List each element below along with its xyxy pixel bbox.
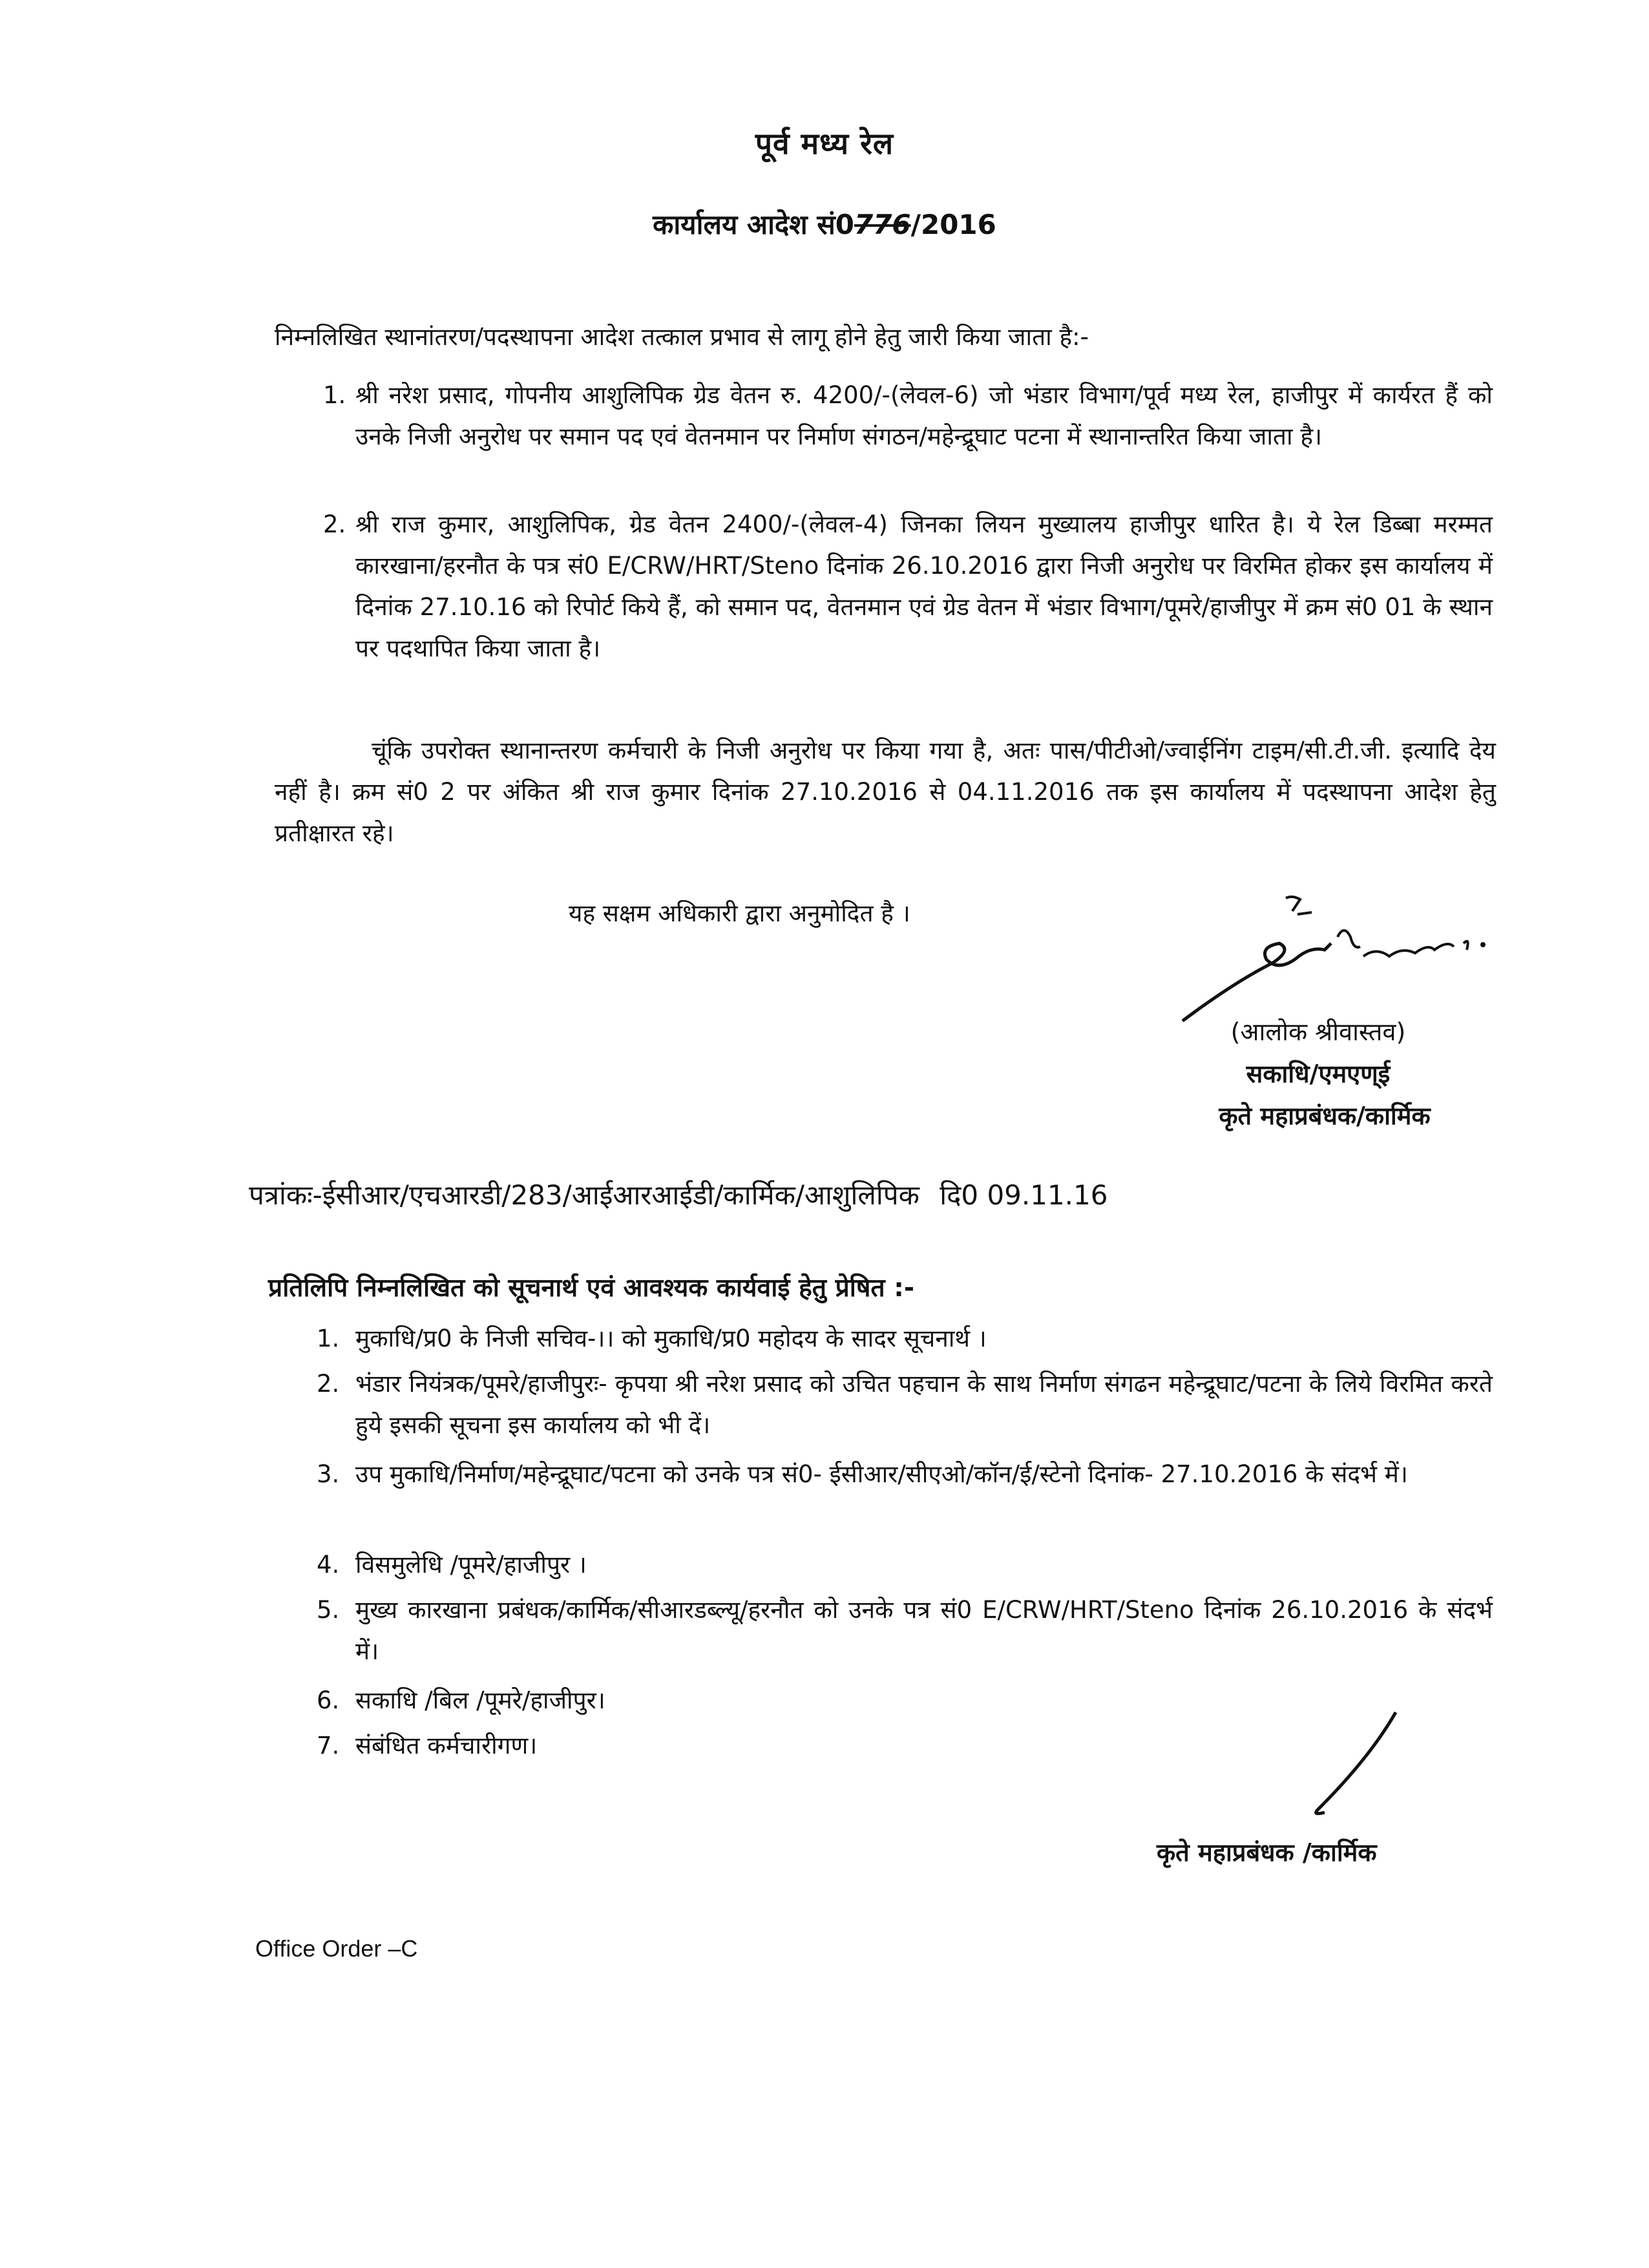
signatory-for-line: कृते महाप्रबंधक/कार्मिक xyxy=(1219,1102,1431,1130)
item-number: 2. xyxy=(323,510,346,538)
order-number: 776 xyxy=(854,209,911,240)
cc-heading: प्रतिलिपि निम्नलिखित को सूचनार्थ एवं आवश्यक कार्यवाई हेतु प्रेषित :- xyxy=(268,1274,915,1303)
transfer-item-2 xyxy=(323,504,1493,669)
item-text: श्री राज कुमार, आशुलिपिक, ग्रेड वेतन 2400/-(लेवल-4) जिनका लियन मुख्यालय हाजीपुर धारित है। ये रेल डिब्बा मरम्मत कारखाना/हरनौत के पत्र सं0 E/CRW/HRT/Steno दिनांक 26.10.2016 द्वारा निजी अनुरोध पर विरमित होकर इस कार्यालय में दिनांक 27.10.16 को रिपोर्ट किये हैं, को समान पद, वेतनमान एवं ग्रेड वेतन में भंडार विभाग/पूमरे/हाजीपुर में क्रम सं0 01 के स्थान पर पदथापित किया जाता है। xyxy=(355,510,1493,662)
cc-item-text: भंडार नियंत्रक/पूमरे/हाजीपुरः- कृपया श्री नरेश प्रसाद को उचित पहचान के साथ निर्माण संगढन महेन्द्रूघाट/पटना के लिये विरमित करते हुये इसकी सूचना इस कार्यालय को भी दें। xyxy=(355,1370,1493,1439)
reference-text: पत्रांकः-ईसीआर/एचआरडी/283/आईआरआईडी/कार्मिक/आशुलिपिक xyxy=(249,1179,919,1211)
signatory-name: (आलोक श्रीवास्तव) xyxy=(1230,1018,1406,1046)
order-number-title: कार्यालय आदेश सं0776/2016 xyxy=(653,209,996,240)
cc-item-text: सकाधि /बिल /पूमरे/हाजीपुर। xyxy=(355,1686,605,1714)
cc-item-text: संबंधित कर्मचारीगण। xyxy=(355,1732,538,1759)
cc-item-2 xyxy=(317,1363,1493,1446)
organization-title: पूर्व मध्य रेल xyxy=(755,126,894,161)
cc-item-number: 4. xyxy=(317,1551,340,1579)
cc-item-text: मुकाधि/प्र0 के निजी सचिव-।। को मुकाधि/प्र0 महोदय के सादर सूचनार्थ । xyxy=(355,1325,987,1352)
cc-item-text: उप मुकाधि/निर्माण/महेन्द्रूघाट/पटना को उनके पत्र सं0- ईसीआर/सीएओ/कॉन/ई/स्टेनो दिनांक- 27.10.2016 के संदर्भ में। xyxy=(355,1460,1408,1488)
cc-item-number: 5. xyxy=(317,1596,340,1624)
cc-item-number: 6. xyxy=(317,1686,340,1714)
cc-item-3 xyxy=(317,1454,1493,1495)
transfer-item-1 xyxy=(323,375,1493,457)
intro-text: निम्नलिखित स्थानांतरण/पदस्थापना आदेश तत्काल प्रभाव से लागू होने हेतु जारी किया जाता है:- xyxy=(275,323,1089,351)
cc-item-4 xyxy=(317,1544,1493,1586)
cc-item-text: विसमुलेधि /पूमरे/हाजीपुर । xyxy=(355,1551,587,1579)
reference-line xyxy=(249,1176,1509,1215)
item-number: 1. xyxy=(323,381,346,409)
order-year: 2016 xyxy=(920,209,996,240)
cc-item-number: 1. xyxy=(317,1325,340,1352)
cc-item-1 xyxy=(317,1318,1493,1360)
cc-item-number: 3. xyxy=(317,1460,340,1488)
footer-for-line: कृते महाप्रबंधक /कार्मिक xyxy=(1157,1838,1377,1867)
cc-item-number: 7. xyxy=(317,1732,340,1759)
signatory-designation: सकाधि/एमएण्ई xyxy=(1246,1060,1391,1088)
initial-mark xyxy=(1299,1706,1409,1822)
footer-code: Office Order –C xyxy=(255,1935,418,1962)
note-paragraph: चूंकि उपरोक्त स्थानान्तरण कर्मचारी के निजी अनुरोध पर किया गया है, अतः पास/पीटीओ/ज्वाईनिंग टाइम/सी.टी.जी. इत्यादि देय नहीं है। क्रम सं0 2 पर अंकित श्री राज कुमार दिनांक 27.10.2016 से 04.11.2016 तक इस कार्यालय में पदस्थापना आदेश हेतु प्रतीक्षारत रहे। xyxy=(275,737,1496,847)
item-text: श्री नरेश प्रसाद, गोपनीय आशुलिपिक ग्रेड वेतन रु. 4200/-(लेवल-6) जो भंडार विभाग/पूर्व मध्य रेल, हाजीपुर में कार्यरत हैं को उनके निजी अनुरोध पर समान पद एवं वेतनमान पर निर्माण संगठन/महेन्द्रूघाट पटना में स्थानान्तरित किया जाता है। xyxy=(355,381,1493,450)
approval-text: यह सक्षम अधिकारी द्वारा अनुमोदित है । xyxy=(569,899,910,927)
reference-date: दि0 09.11.16 xyxy=(940,1179,1108,1211)
cc-item-number: 2. xyxy=(317,1370,340,1398)
order-prefix: कार्यालय आदेश सं0 xyxy=(653,209,854,240)
cc-item-text: मुख्य कारखाना प्रबंधक/कार्मिक/सीआरडब्ल्यू/हरनौत को उनके पत्र सं0 E/CRW/HRT/Steno दिनांक 26.10.2016 के संदर्भ में। xyxy=(355,1596,1493,1665)
cc-item-5 xyxy=(317,1590,1493,1672)
